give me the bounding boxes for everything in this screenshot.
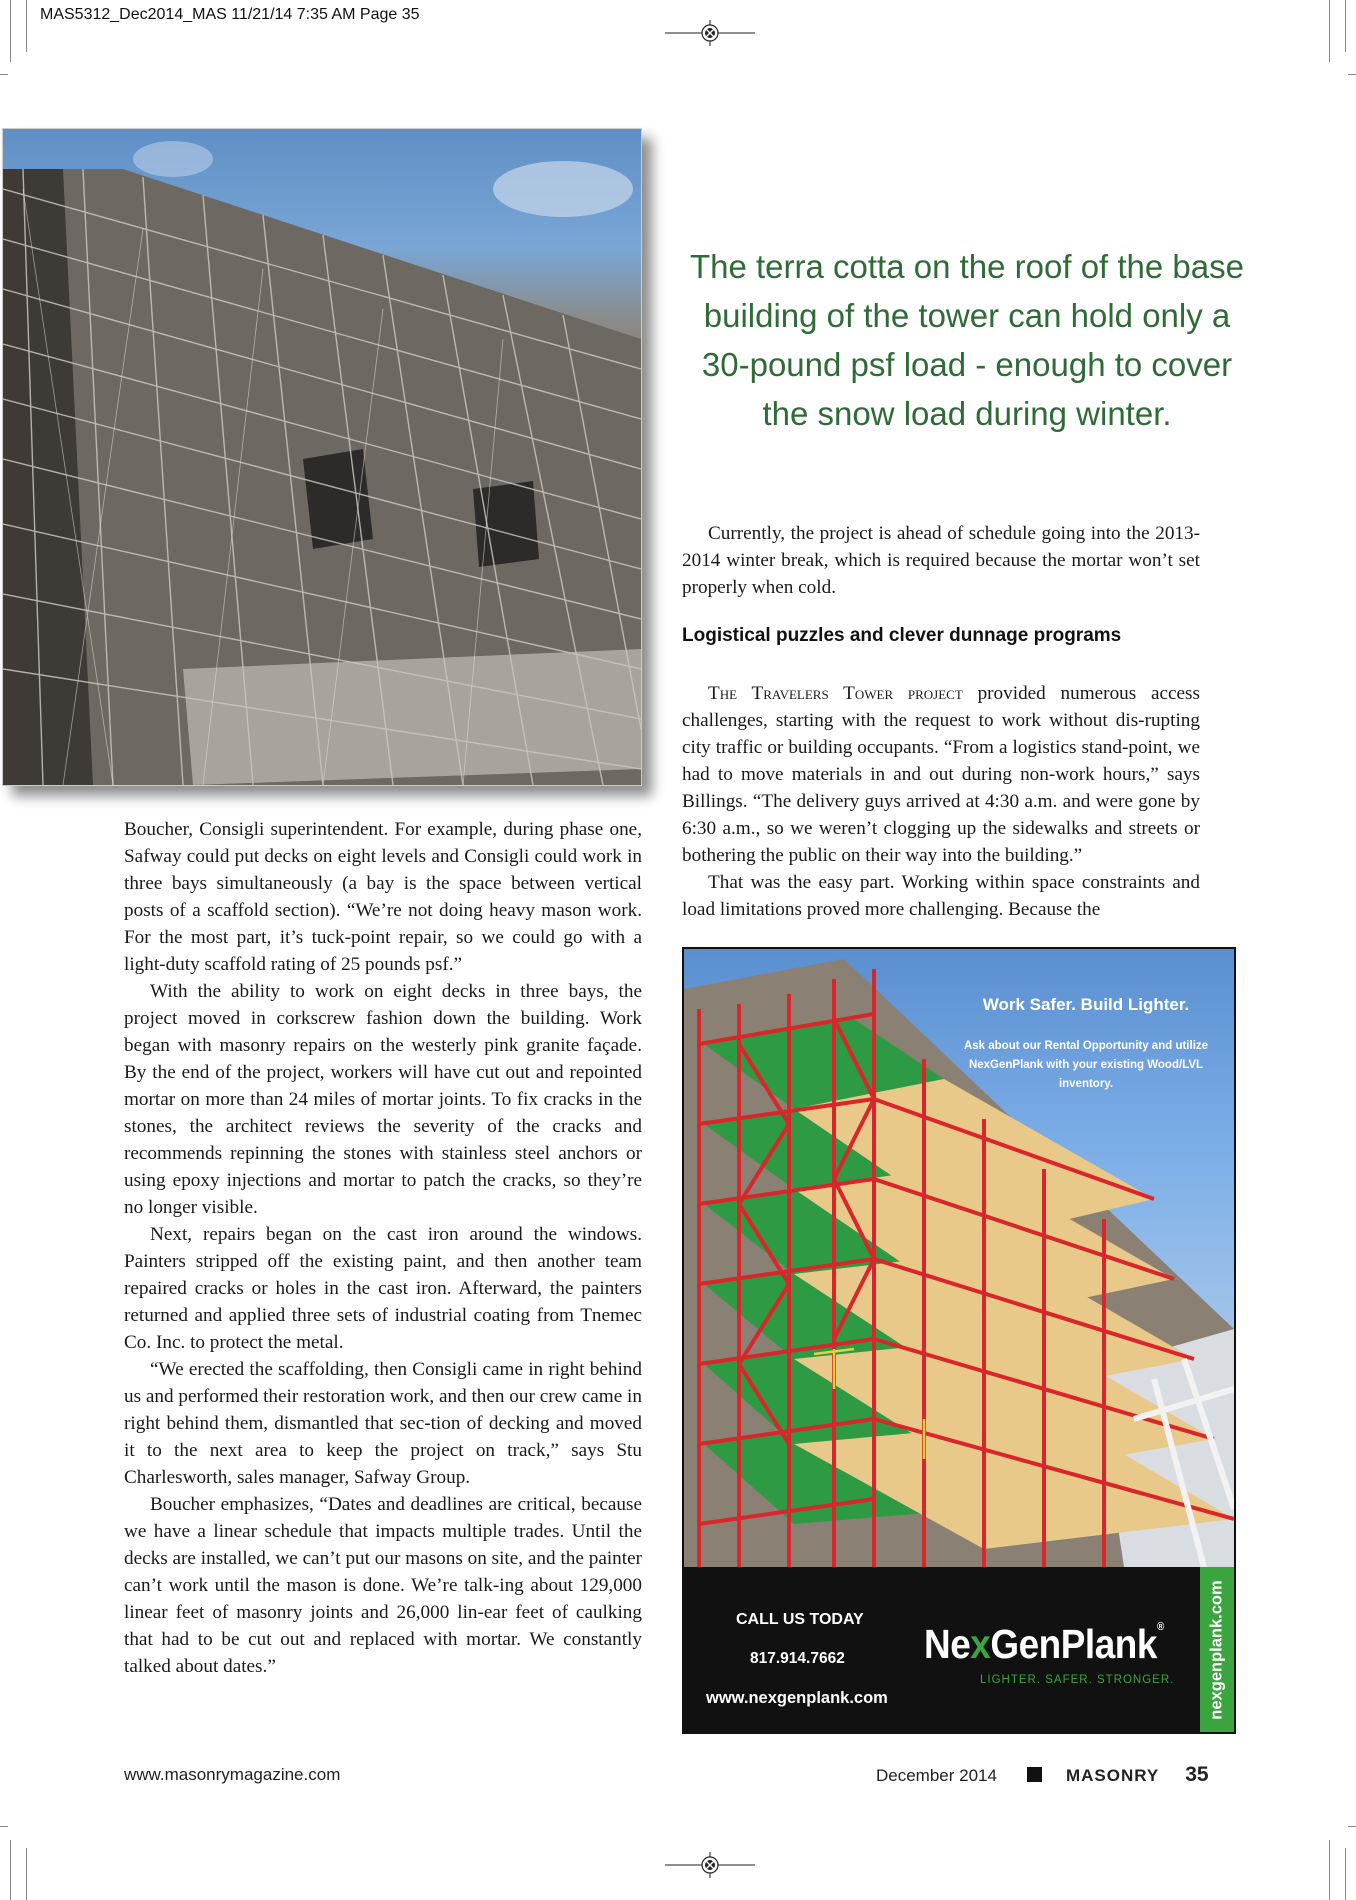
crop-mark — [1348, 1826, 1356, 1827]
paragraph: Boucher, Consigli superintendent. For example, during phase one, Safway could put decks on eight levels and Consigli could work in three bays simultaneously (a bay is the space between vertical posts of a scaffold section). “We’re not doing heavy mason work. For the most part, it’s tuck-point repair, so we could go with a light-duty scaffold rating of 25 pounds psf.” — [124, 819, 642, 975]
crop-mark — [1345, 1848, 1346, 1900]
paragraph: “We erected the scaffolding, then Consigli came in right behind us and performed their restoration work, and then our crew came in right behind them, dismantled that sec-tion of decking and moved it to the next area to keep the project on track,” says Stu Charlesworth, sales manager, Safway Group. — [124, 1359, 642, 1488]
nexgenplank-logo — [924, 1621, 1164, 1668]
right-column-intro — [682, 520, 1200, 601]
logo-x: x — [970, 1621, 991, 1667]
ad-scaffold-photo — [684, 949, 1234, 1567]
page-number: 35 — [1185, 1763, 1209, 1786]
crop-mark — [26, 1848, 27, 1900]
scaffold-illustration — [3, 129, 641, 785]
logo-text: Ne — [924, 1621, 971, 1667]
ad-vertical-url[interactable]: nexgenplank.com — [1207, 1579, 1226, 1720]
square-bullet-icon — [1027, 1767, 1042, 1782]
scaffolded-tower-photo — [2, 128, 642, 786]
ad-body-text: Ask about our Rental Opportunity and utilize NexGenPlank with your existing Wood/LVL inventory. — [963, 1040, 1209, 1090]
registration-mark-icon — [665, 1852, 755, 1878]
right-column-body — [682, 680, 1200, 923]
paragraph: Boucher emphasizes, “Dates and deadlines are critical, because we have a linear schedule that impacts multiple trades. Until the decks are installed, we can’t put our masons on site, and the painter can’t work until the mason is done. We’re talk-ing about 129,000 linear feet of masonry joints and 26,000 lin-ear feet of caulking that had to be cut out and replaced with mortar. We constantly talked about dates.” — [124, 1494, 642, 1677]
ad-call-label: CALL US TODAY — [736, 1611, 864, 1628]
paragraph-text: provided numerous access challenges, starting with the request to work without dis-rupting city traffic or building occupants. “From a logistics stand-point, we had to move materials in and out during non-work hours,” says Billings. “The delivery guys arrived at 4:30 a.m. and were gone by 6:30 a.m., so we weren’t clogging up the sidewalks and streets or bothering the public on their way into the building.” — [682, 683, 1200, 866]
crop-mark — [26, 0, 27, 52]
crop-mark — [0, 1826, 8, 1827]
registration-mark-icon — [665, 20, 755, 46]
footer-date: December 2014 — [876, 1766, 997, 1785]
section-subhead: Logistical puzzles and clever dunnage programs — [682, 625, 1122, 646]
crop-mark — [1348, 74, 1356, 75]
ad-headline: Work Safer. Build Lighter. — [982, 995, 1190, 1014]
footer-website[interactable]: www.masonrymagazine.com — [124, 1765, 341, 1784]
print-slug: MAS5312_Dec2014_MAS 11/21/14 7:35 AM Page 35 — [40, 6, 420, 23]
crop-mark — [10, 0, 11, 62]
paragraph: With the ability to work on eight decks in three bays, the project moved in corkscrew fashion down the building. Work began with masonry repairs on the westerly pink granite façade. By the end of the project, workers will have cut out and repointed mortar on more than 24 miles of mortar joints. To fix cracks in the stones, the architect reviews the severity of the cracks and recommends repinning the stones with stainless steel anchors or using epoxy injections and mortar to patch the cracks, so they’re no longer visible. — [124, 981, 642, 1218]
ad-tagline: LIGHTER. SAFER. STRONGER. — [980, 1674, 1175, 1686]
ad-website-link[interactable]: www.nexgenplank.com — [706, 1689, 888, 1707]
crop-mark — [1345, 0, 1346, 52]
ad-contact-bar — [684, 1567, 1234, 1732]
ad-phone-number[interactable]: 817.914.7662 — [750, 1650, 845, 1667]
nexgenplank-advertisement — [682, 947, 1236, 1734]
logo-text: GenPlank — [990, 1621, 1157, 1667]
crop-mark — [10, 1840, 11, 1900]
crop-mark — [1329, 0, 1330, 62]
crop-mark — [0, 74, 8, 75]
paragraph: Currently, the project is ahead of schedule going into the 2013-2014 winter break, which is required because the mortar won’t set properly when cold. — [682, 523, 1200, 598]
footer-folio — [876, 1763, 1209, 1787]
paragraph: That was the easy part. Working within space constraints and load limitations proved more challenging. Because the — [682, 872, 1200, 920]
footer-magazine-name: MASONRY — [1065, 1766, 1160, 1785]
crop-mark — [1329, 1840, 1330, 1900]
lead-in: The Travelers Tower project — [708, 683, 963, 704]
registered-mark: ® — [1156, 1621, 1164, 1633]
ad-vertical-url-strip — [1200, 1567, 1234, 1732]
left-column-body — [124, 816, 642, 1680]
paragraph — [682, 680, 1200, 869]
pull-quote: The terra cotta on the roof of the base building of the tower can hold only a 30-pound psf load - enough to cover the snow load during winter. — [689, 248, 1244, 432]
paragraph: Next, repairs began on the cast iron around the windows. Painters stripped off the existing paint, and then another team repaired cracks or holes in the cast iron. Afterward, the painters returned and applied three sets of industrial coating from Tnemec Co. Inc. to protect the metal. — [124, 1224, 642, 1353]
